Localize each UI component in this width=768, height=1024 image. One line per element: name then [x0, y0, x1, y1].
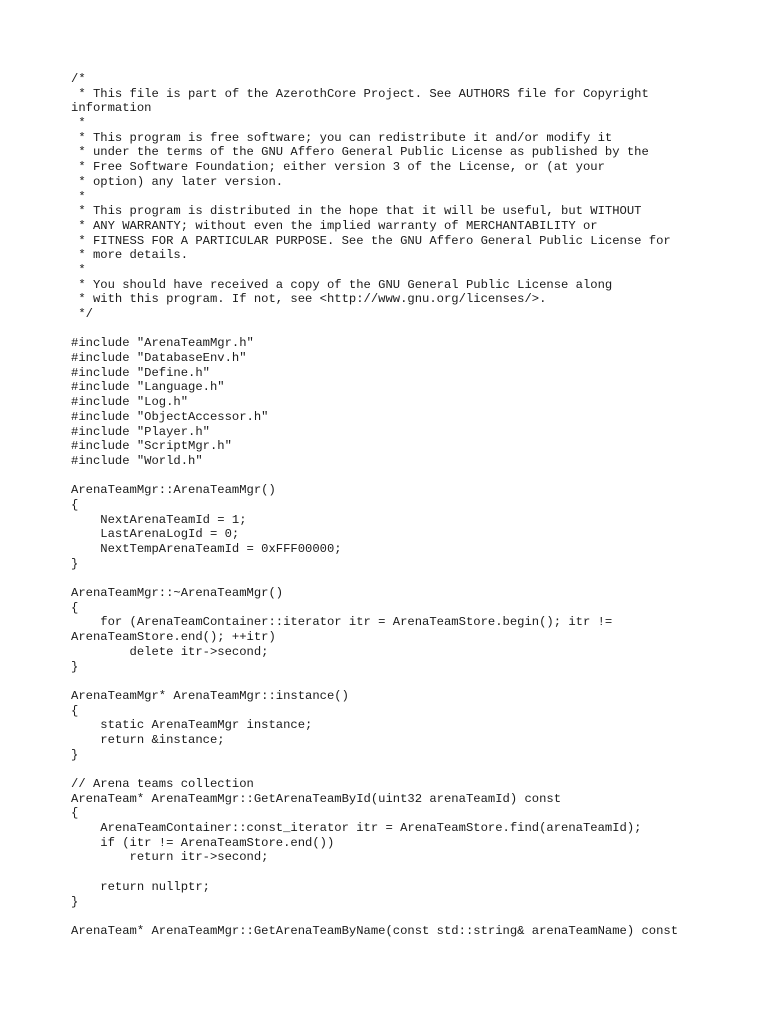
code-line: * This program is free software; you can redistribute it and/or modify it [71, 130, 613, 145]
code-line: #include "DatabaseEnv.h" [71, 351, 247, 366]
code-line: * Free Software Foundation; either version 3 of the License, or (at your [71, 160, 605, 175]
code-line: } [71, 747, 79, 762]
code-line: * under the terms of the GNU Affero General Public License as published by the [71, 145, 649, 160]
code-line: * with this program. If not, see <http://www.gnu.org/licenses/>. [71, 292, 547, 307]
code-line: ArenaTeamContainer::const_iterator itr = ArenaTeamStore.find(arenaTeamId); [71, 821, 642, 836]
code-line: #include "ObjectAccessor.h" [71, 409, 269, 424]
code-line: ArenaTeamMgr* ArenaTeamMgr::instance() [71, 688, 349, 703]
code-line: #include "Log.h" [71, 395, 189, 410]
code-line [71, 571, 761, 586]
code-line: * ANY WARRANTY; without even the implied warranty of MERCHANTABILITY or [71, 218, 598, 233]
code-line: * option) any later version. [71, 174, 284, 189]
code-line: { [71, 703, 79, 718]
code-line: /* [71, 72, 86, 86]
code-line: NextTempArenaTeamId = 0xFFF00000; [71, 542, 342, 556]
code-line: * This file is part of the AzerothCore Project. See AUTHORS file for Copyright [71, 86, 649, 101]
code-line [71, 762, 761, 777]
code-line: return &instance; [71, 732, 225, 747]
code-line: ArenaTeamMgr::ArenaTeamMgr() [71, 483, 276, 498]
code-line: NextArenaTeamId = 1; [71, 512, 247, 527]
code-line: * This program is distributed in the hope that it will be useful, but WITHOUT [71, 204, 642, 219]
code-line [71, 469, 761, 484]
code-line: */ [71, 307, 93, 321]
code-line [71, 322, 761, 337]
code-listing [71, 72, 761, 939]
code-line: * FITNESS FOR A PARTICULAR PURPOSE. See the GNU Affero General Public License for [71, 233, 671, 248]
code-line: for (ArenaTeamContainer::iterator itr = ArenaTeamStore.begin(); itr != [71, 615, 613, 630]
code-line: * You should have received a copy of the GNU General Public License along [71, 277, 613, 292]
code-line: #include "ArenaTeamMgr.h" [71, 336, 254, 351]
code-line: ArenaTeamStore.end(); ++itr) [71, 630, 276, 645]
code-line: #include "ScriptMgr.h" [71, 439, 232, 454]
code-line: * [71, 262, 86, 277]
code-line: information [71, 101, 152, 116]
code-line: static ArenaTeamMgr instance; [71, 718, 313, 733]
code-line: } [71, 659, 79, 674]
code-line [71, 674, 761, 689]
code-line: * more details. [71, 248, 189, 263]
code-line: ArenaTeam* ArenaTeamMgr::GetArenaTeamByName(const std::string& arenaTeamName) const [71, 923, 679, 938]
code-line: * [71, 189, 86, 204]
code-line: { [71, 806, 79, 821]
code-line: #include "Language.h" [71, 380, 225, 395]
code-line: return nullptr; [71, 879, 210, 894]
code-line: { [71, 497, 79, 512]
code-line: #include "Player.h" [71, 424, 210, 439]
code-line: if (itr != ArenaTeamStore.end()) [71, 835, 335, 850]
code-line: } [71, 556, 79, 571]
code-line: ArenaTeam* ArenaTeamMgr::GetArenaTeamById(uint32 arenaTeamId) const [71, 791, 562, 806]
code-line: delete itr->second; [71, 644, 269, 659]
code-line: #include "World.h" [71, 453, 203, 468]
code-line: * [71, 116, 86, 131]
code-line [71, 865, 761, 880]
code-line: } [71, 894, 79, 909]
code-line: // Arena teams collection [71, 777, 254, 791]
code-line: ArenaTeamMgr::~ArenaTeamMgr() [71, 586, 284, 601]
code-line [71, 909, 761, 924]
code-line: return itr->second; [71, 850, 269, 865]
code-line: { [71, 600, 79, 615]
code-line: LastArenaLogId = 0; [71, 527, 240, 542]
code-line: #include "Define.h" [71, 365, 210, 380]
